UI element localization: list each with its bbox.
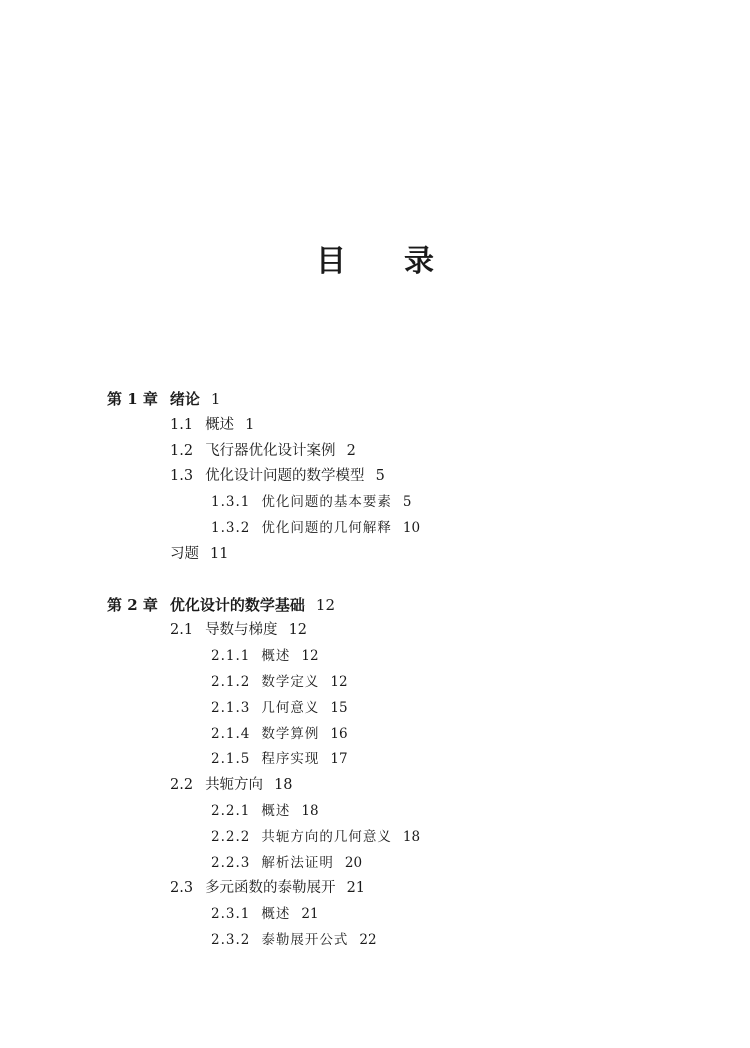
section-page: 12 — [288, 622, 308, 639]
subsection-page: 5 — [402, 494, 412, 511]
section-entry[interactable] — [0, 413, 750, 439]
section-title: 多元函数的泰勒展开 — [205, 880, 336, 897]
subsection-number: 2.1.1 — [211, 648, 251, 665]
subsection-entry[interactable] — [0, 490, 750, 516]
page-title-left: 目 — [316, 244, 346, 279]
section-entry[interactable] — [0, 618, 750, 644]
page-title — [0, 236, 750, 280]
subsection-number: 2.1.4 — [211, 725, 251, 742]
section-page: 1 — [245, 416, 255, 433]
section-number: 1.1 — [170, 416, 194, 433]
subsection-entry[interactable] — [0, 851, 750, 877]
page-title-right: 录 — [404, 244, 434, 279]
section-entry[interactable] — [0, 773, 750, 799]
subsection-title: 概述 — [261, 648, 291, 665]
exercise-entry[interactable] — [0, 542, 750, 568]
subsection-entry[interactable] — [0, 644, 750, 670]
section-entry[interactable] — [0, 439, 750, 465]
subsection-number: 2.2.3 — [211, 854, 251, 871]
section-title: 概述 — [205, 416, 235, 433]
subsection-page: 12 — [301, 648, 319, 665]
chapter-spacer — [0, 568, 750, 593]
subsection-page: 18 — [301, 802, 319, 819]
subsection-number: 2.3.1 — [211, 906, 251, 923]
table-of-contents — [0, 387, 750, 954]
subsection-title: 数学算例 — [261, 725, 320, 742]
section-page: 18 — [274, 777, 293, 794]
section-title: 导数与梯度 — [205, 622, 278, 639]
subsection-title: 概述 — [261, 802, 291, 819]
subsection-entry[interactable] — [0, 747, 750, 773]
section-entry[interactable] — [0, 464, 750, 490]
section-title: 优化设计问题的数学模型 — [205, 468, 365, 485]
subsection-page: 12 — [330, 673, 348, 690]
section-number: 2.1 — [170, 622, 194, 639]
subsection-page: 15 — [330, 699, 348, 716]
section-number: 2.2 — [170, 777, 194, 794]
exercise-page: 11 — [210, 545, 229, 562]
subsection-number: 2.1.2 — [211, 673, 251, 690]
subsection-page: 20 — [344, 854, 363, 871]
subsection-entry[interactable] — [0, 799, 750, 825]
subsection-entry[interactable] — [0, 928, 750, 954]
subsection-page: 17 — [330, 751, 348, 768]
subsection-page: 16 — [330, 725, 348, 742]
chapter-title: 绪论 — [169, 390, 200, 408]
section-entry[interactable] — [0, 876, 750, 902]
subsection-entry[interactable] — [0, 902, 750, 928]
section-page: 2 — [346, 442, 356, 459]
chapter-1-entry[interactable] — [0, 387, 750, 413]
chapter-number: 第 2 章 — [107, 595, 158, 614]
subsection-title: 解析法证明 — [261, 854, 334, 871]
section-page: 5 — [375, 468, 385, 485]
chapter-2-entry[interactable] — [0, 593, 750, 619]
subsection-title: 几何意义 — [261, 699, 320, 716]
section-title: 共轭方向 — [205, 777, 264, 794]
section-number: 2.3 — [170, 880, 194, 897]
subsection-title: 共轭方向的几何意义 — [261, 828, 392, 845]
subsection-entry[interactable] — [0, 696, 750, 722]
subsection-number: 2.1.3 — [211, 699, 251, 716]
subsection-number: 2.2.1 — [211, 802, 251, 819]
subsection-title: 数学定义 — [261, 673, 320, 690]
subsection-number: 1.3.1 — [211, 494, 251, 511]
subsection-title: 优化问题的基本要素 — [261, 494, 392, 511]
chapter-title: 优化设计的数学基础 — [169, 595, 305, 614]
subsection-number: 2.1.5 — [211, 751, 251, 768]
chapter-page: 12 — [315, 595, 335, 614]
subsection-number: 2.2.2 — [211, 828, 251, 845]
section-number: 1.2 — [170, 442, 194, 459]
subsection-entry[interactable] — [0, 670, 750, 696]
subsection-page: 18 — [402, 828, 421, 845]
section-number: 1.3 — [170, 468, 194, 485]
subsection-page: 22 — [359, 931, 377, 948]
subsection-number: 2.3.2 — [211, 931, 251, 948]
subsection-number: 1.3.2 — [211, 519, 251, 536]
subsection-entry[interactable] — [0, 825, 750, 851]
subsection-entry[interactable] — [0, 516, 750, 542]
section-page: 21 — [346, 880, 366, 897]
subsection-title: 优化问题的几何解释 — [261, 519, 392, 536]
subsection-entry[interactable] — [0, 722, 750, 748]
subsection-title: 概述 — [261, 906, 291, 923]
section-title: 飞行器优化设计案例 — [205, 442, 336, 459]
subsection-title: 程序实现 — [261, 751, 320, 768]
chapter-page: 1 — [210, 390, 221, 408]
chapter-number: 第 1 章 — [107, 390, 158, 408]
subsection-page: 10 — [402, 519, 421, 536]
subsection-title: 泰勒展开公式 — [261, 931, 349, 948]
subsection-page: 21 — [301, 906, 319, 923]
exercise-title: 习题 — [170, 545, 199, 562]
